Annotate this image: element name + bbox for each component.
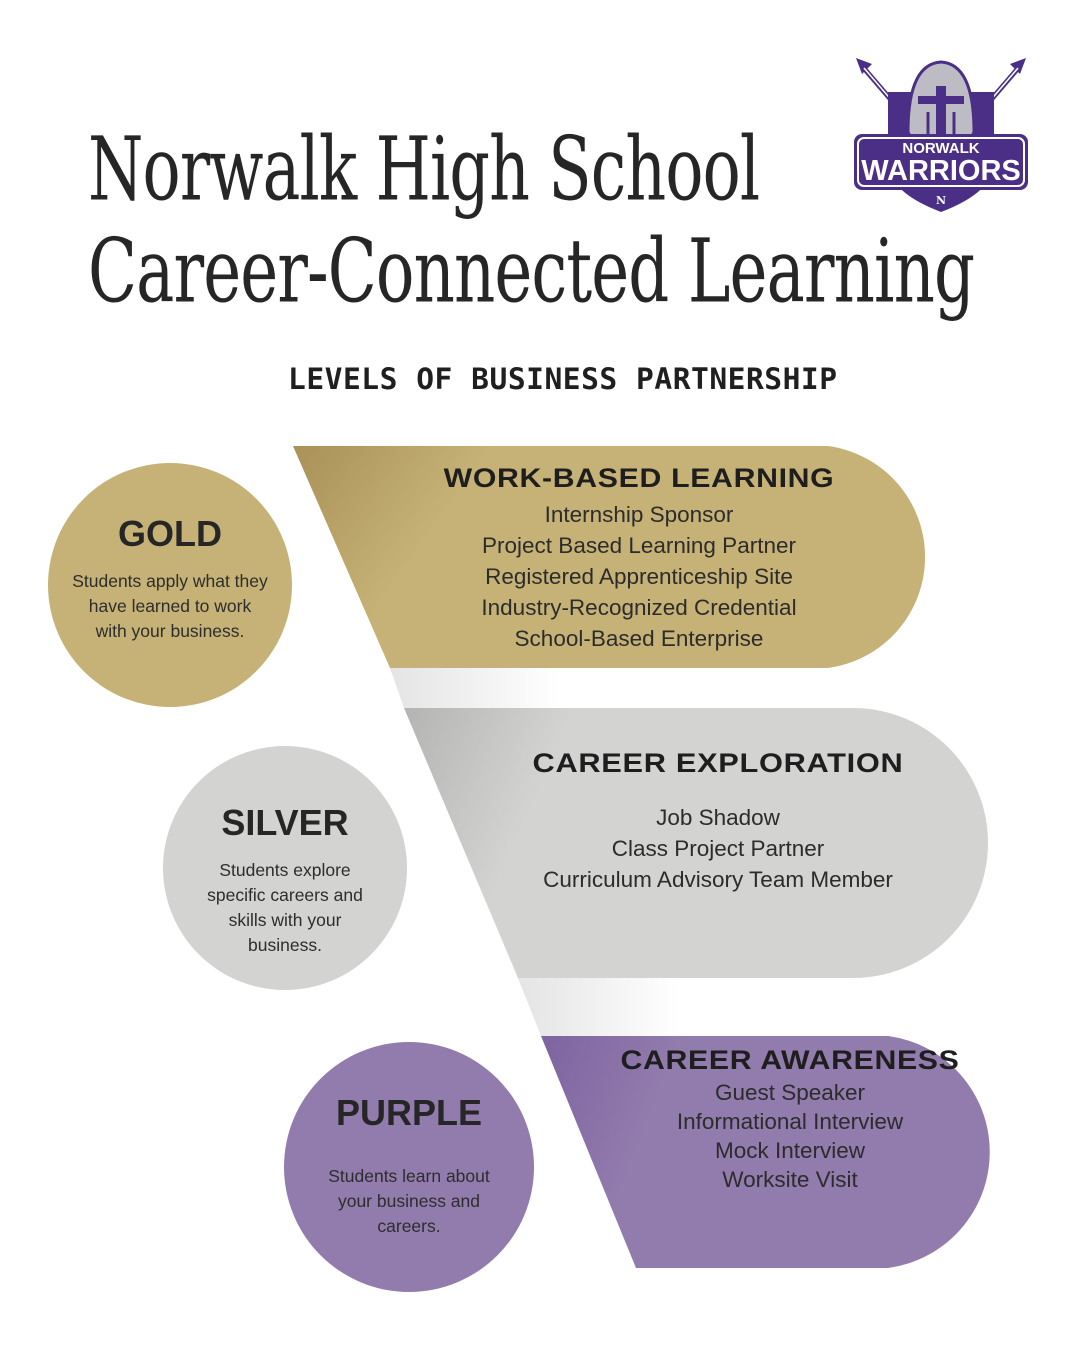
list-item: Worksite Visit [722,1167,858,1192]
list-item: Internship Sponsor [544,502,734,527]
list-item: Curriculum Advisory Team Member [543,867,893,892]
list-item: School-Based Enterprise [514,626,764,651]
list-item: Guest Speaker [714,1080,866,1105]
page-title-line-1: Norwalk High School [88,118,760,221]
logo-top-text: NORWALK [902,140,980,157]
list-item: Informational Interview [676,1109,904,1134]
gold-band-content [339,460,939,654]
list-item: Job Shadow [656,805,780,830]
level-label: SILVER [221,802,349,843]
band-connector-1 [390,668,560,708]
band-heading: CAREER AWARENESS [620,1045,960,1075]
silver-band-content [418,745,1018,895]
logo-monogram: N [935,194,947,207]
logo-main-text: WARRIORS [861,155,1021,187]
list-item: Mock Interview [714,1138,866,1163]
level-description: Students explore specific careers and skills with your business. [207,860,363,955]
level-label: PURPLE [335,1092,483,1133]
level-description: Students learn about your business and careers. [328,1166,490,1236]
band-connector-2 [518,978,680,1036]
list-item: Registered Apprenticeship Site [485,564,793,589]
silver-level-circle [163,746,407,990]
band-heading: CAREER EXPLORATION [532,748,904,778]
purple-band-content [620,1042,960,1194]
band-item-list [339,499,939,654]
page-title-line-2: Career-Connected Learning [88,220,975,323]
purple-level-circle [284,1042,534,1292]
band-item-list [418,802,1018,895]
band-heading: WORK-BASED LEARNING [443,463,835,493]
list-item: Class Project Partner [611,836,825,861]
section-subtitle: LEVELS OF BUSINESS PARTNERSHIP [288,362,838,396]
band-item-list [635,1078,945,1194]
gold-level-circle [48,463,292,707]
level-description: Students apply what they have learned to work with your business. [72,571,268,641]
list-item: Industry-Recognized Credential [481,595,797,620]
level-label: GOLD [118,513,222,554]
list-item: Project Based Learning Partner [482,533,796,558]
